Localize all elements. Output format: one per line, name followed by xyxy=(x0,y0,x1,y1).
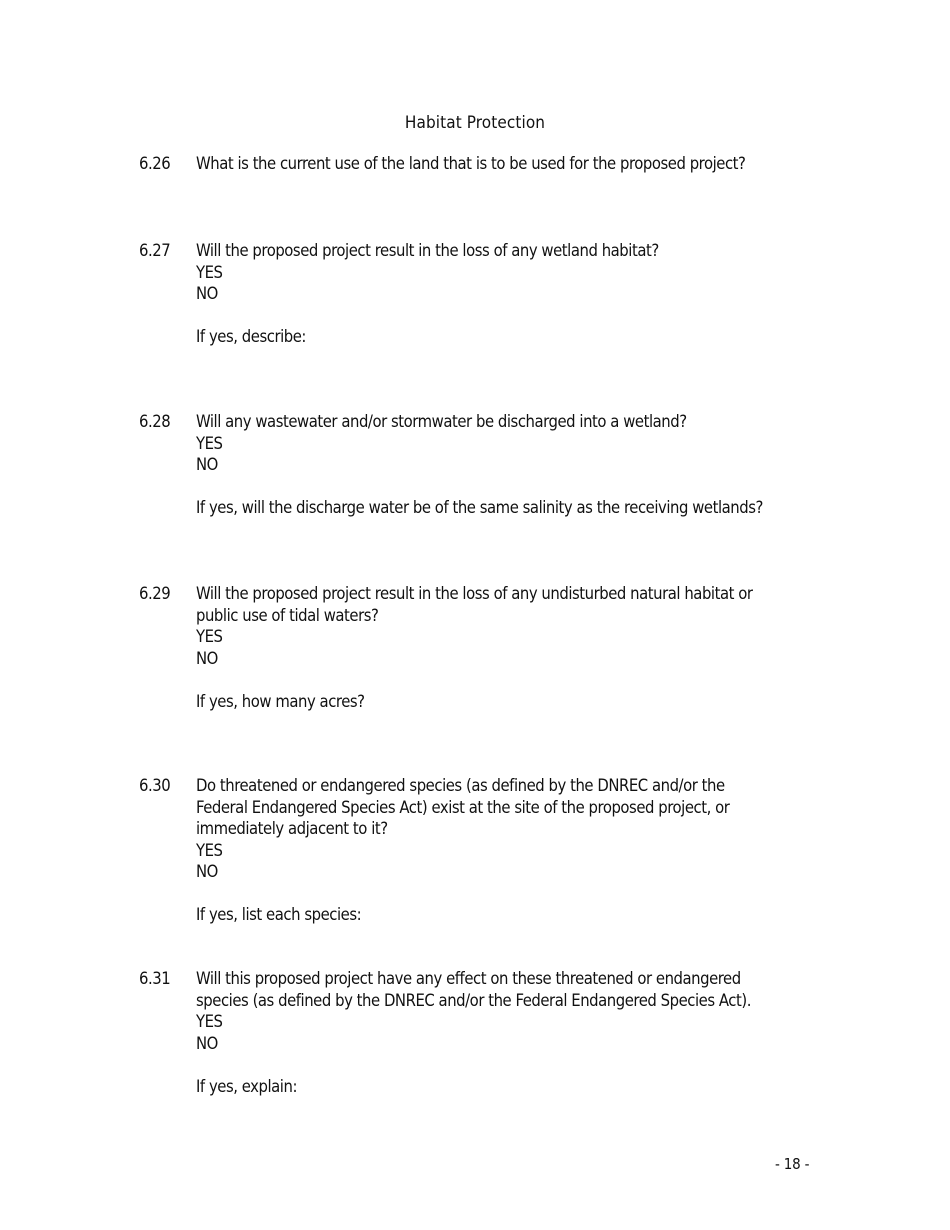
option-no: NO xyxy=(196,1033,218,1053)
option-yes: YES xyxy=(196,433,223,453)
spacer xyxy=(196,883,819,905)
question-text: Will the proposed project result in the loss of any undisturbed natural habitat or xyxy=(196,584,753,603)
option-yes: YES xyxy=(196,262,223,282)
option-yes: YES xyxy=(196,627,223,646)
question-text: Federal Endangered Species Act) exist at the site of the proposed project, or xyxy=(196,797,730,817)
question-number: 6.27 xyxy=(139,241,171,260)
question-text: Will this proposed project have any effect on these threatened or endangered xyxy=(196,969,741,988)
question-6-28 xyxy=(139,411,819,519)
question-text: What is the current use of the land that is to be used for the proposed project? xyxy=(196,154,746,173)
followup-text: If yes, explain: xyxy=(196,1076,298,1096)
followup-text: If yes, will the discharge water be of the same salinity as the receiving wetlands? xyxy=(196,498,763,517)
question-body xyxy=(196,153,819,175)
spacer xyxy=(196,476,819,498)
question-body xyxy=(196,411,819,519)
question-text: Will the proposed project result in the loss of any wetland habitat? xyxy=(196,241,659,260)
question-6-30 xyxy=(139,775,819,926)
question-body xyxy=(196,968,819,1097)
question-body xyxy=(196,583,819,712)
question-text: Will any wastewater and/or stormwater be discharged into a wetland? xyxy=(196,412,687,431)
question-text: public use of tidal waters? xyxy=(196,605,379,625)
followup-text: If yes, describe: xyxy=(196,327,306,346)
question-number: 6.31 xyxy=(139,969,171,988)
page-number: - 18 - xyxy=(775,1155,810,1173)
question-number: 6.29 xyxy=(139,584,171,603)
section-title: Habitat Protection xyxy=(404,113,546,133)
question-6-26 xyxy=(139,153,819,175)
question-6-27 xyxy=(139,240,819,348)
question-number: 6.30 xyxy=(139,776,171,795)
question-text: Do threatened or endangered species (as defined by the DNREC and/or the xyxy=(196,776,725,795)
question-number: 6.28 xyxy=(139,412,171,431)
question-text: immediately adjacent to it? xyxy=(196,819,388,838)
spacer xyxy=(196,305,819,327)
question-body xyxy=(196,775,819,926)
followup-text: If yes, list each species: xyxy=(196,905,362,924)
option-no: NO xyxy=(196,862,218,881)
option-no: NO xyxy=(196,284,218,303)
option-yes: YES xyxy=(196,840,223,860)
question-body xyxy=(196,240,819,348)
question-number: 6.26 xyxy=(139,154,171,173)
followup-text: If yes, how many acres? xyxy=(196,691,365,711)
option-no: NO xyxy=(196,648,218,668)
question-6-29 xyxy=(139,583,819,712)
question-text: species (as defined by the DNREC and/or the Federal Endangered Species Act). xyxy=(196,990,751,1010)
question-6-31 xyxy=(139,968,819,1097)
option-yes: YES xyxy=(196,1012,223,1031)
spacer xyxy=(196,1054,819,1076)
option-no: NO xyxy=(196,455,218,474)
spacer xyxy=(196,669,819,691)
